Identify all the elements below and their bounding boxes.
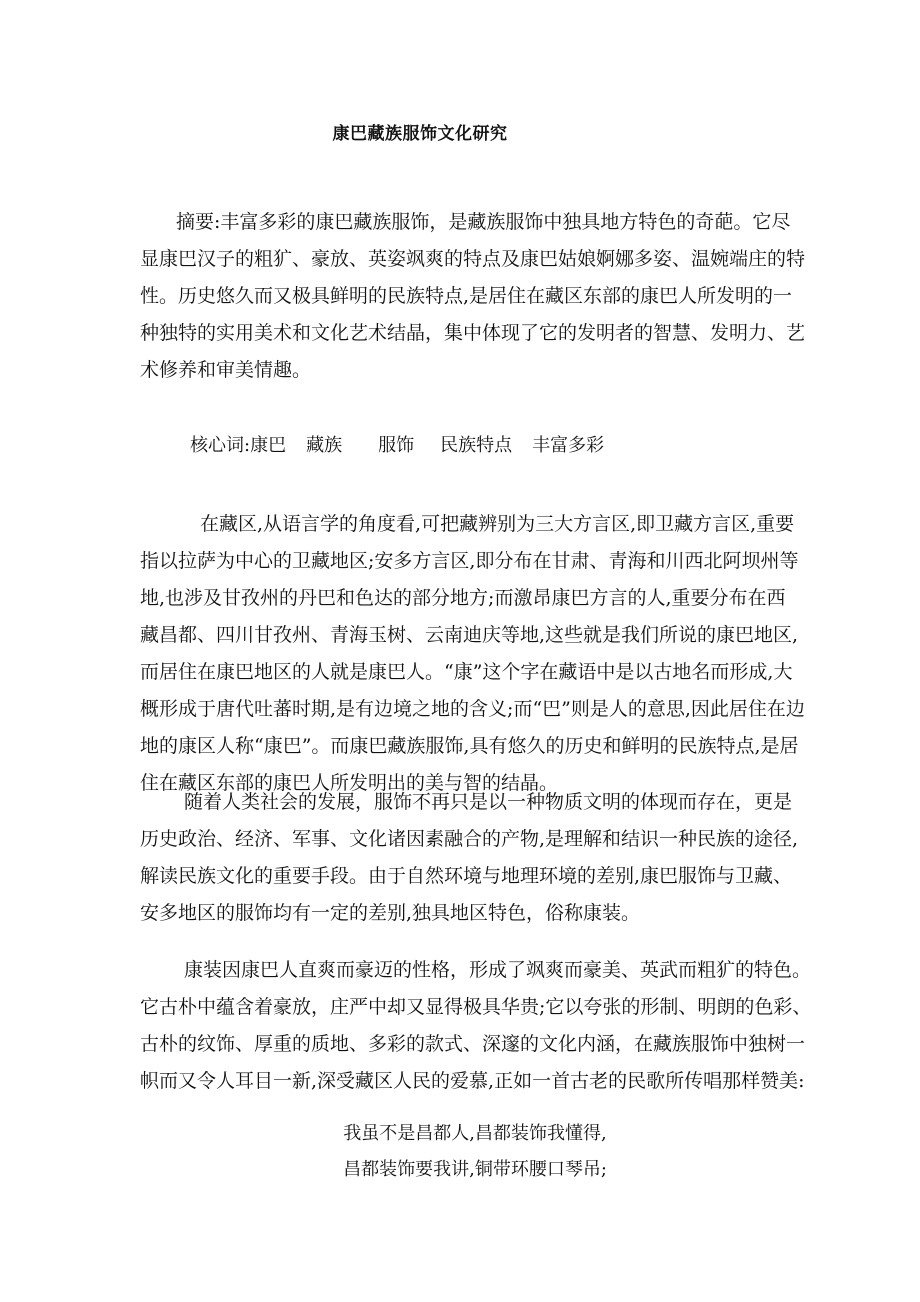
paragraph-line: 随着人类社会的发展，服饰不再只是以一种物质文明的体现而存在，更是 (184, 791, 793, 813)
keywords-label: 核心词: (190, 435, 251, 456)
paragraph-line: 地,也涉及甘孜州的丹巴和色达的部分地方;而激昂康巴方言的人,重要分布在西 (140, 587, 786, 609)
paragraph-line: 解读民族文化的重要手段。由于自然环境与地理环境的差别,康巴服饰与卫藏、 (140, 865, 793, 887)
abstract-line: 摘要:丰富多彩的康巴藏族服饰，是藏族服饰中独具地方特色的奇葩。它尽 (176, 211, 791, 233)
keywords-line (190, 430, 604, 462)
paragraph-line: 地的康区人称“康巴”。而康巴藏族服饰,具有悠久的历史和鲜明的民族特点,是居 (140, 735, 799, 757)
paragraph-line: 住在藏区东部的康巴人所发明出的美与智的结晶。 (140, 772, 559, 794)
abstract-paragraph (140, 204, 806, 389)
poem-line: 昌都装饰要我讲,铜带环腰口琴吊; (343, 1159, 607, 1180)
keyword-item: 藏族 (306, 435, 343, 456)
paragraph-line: 帜而又令人耳目一新,深受藏区人民的爱慕,正如一首古老的民歌所传唱那样赞美: (140, 1070, 805, 1092)
abstract-line: 显康巴汉子的粗犷、豪放、英姿飒爽的特点及康巴姑娘婀娜多姿、温婉端庄的特 (140, 248, 806, 270)
abstract-line: 种独特的实用美术和文化艺术结晶，集中体现了它的发明者的智慧、发明力、艺 (140, 322, 806, 344)
keyword-item: 服饰 (378, 435, 415, 456)
document-title: 康巴藏族服饰文化研究 (332, 124, 508, 144)
keyword-item: 康巴 (250, 435, 287, 456)
paragraph-line: 康装因康巴人直爽而豪迈的性格，形成了飒爽而豪美、英武而粗犷的特色。 (184, 959, 812, 981)
body-paragraph-1 (140, 506, 805, 802)
paragraph-line: 藏昌都、四川甘孜州、青海玉树、云南迪庆等地,这些就是我们所说的康巴地区, (140, 624, 799, 646)
abstract-line: 性。历史悠久而又极具鲜明的民族特点,是居住在藏区东部的康巴人所发明的一 (140, 285, 793, 307)
paragraph-line: 历史政治、经济、军事、文化诸因素融合的产物,是理解和结识一种民族的途径, (140, 828, 799, 850)
body-paragraph-3 (140, 952, 812, 1100)
paragraph-line: 指以拉萨为中心的卫藏地区;安多方言区,即分布在甘肃、青海和川西北阿坝州等 (140, 550, 799, 572)
paragraph-line: 在藏区,从语言学的角度看,可把藏辨别为三大方言区,即卫藏方言区,重要 (200, 513, 795, 535)
poem-line: 我虽不是昌都人,昌都装饰我懂得, (343, 1123, 607, 1144)
paragraph-line: 安多地区的服饰均有一定的差别,独具地区特色，俗称康装。 (140, 902, 641, 924)
body-paragraph-2 (140, 784, 802, 932)
abstract-line: 术修养和审美情趣。 (140, 359, 312, 381)
keyword-item: 丰富多彩 (532, 435, 605, 456)
keyword-item: 民族特点 (440, 435, 513, 456)
paragraph-line: 而居住在康巴地区的人就是康巴人。“康”这个字在藏语中是以古地名而形成,大 (140, 661, 793, 683)
paragraph-line: 古朴的纹饰、厚重的质地、多彩的款式、深邃的文化内涵，在藏族服饰中独树一 (140, 1033, 806, 1055)
paragraph-line: 概形成于唐代吐蕃时期,是有边境之地的含义;而“巴”则是人的意思,因此居住在边 (140, 698, 805, 720)
paragraph-line: 它古朴中蕴含着豪放，庄严中却又显得极具华贵;它以夸张的形制、明朗的色彩、 (140, 996, 812, 1018)
